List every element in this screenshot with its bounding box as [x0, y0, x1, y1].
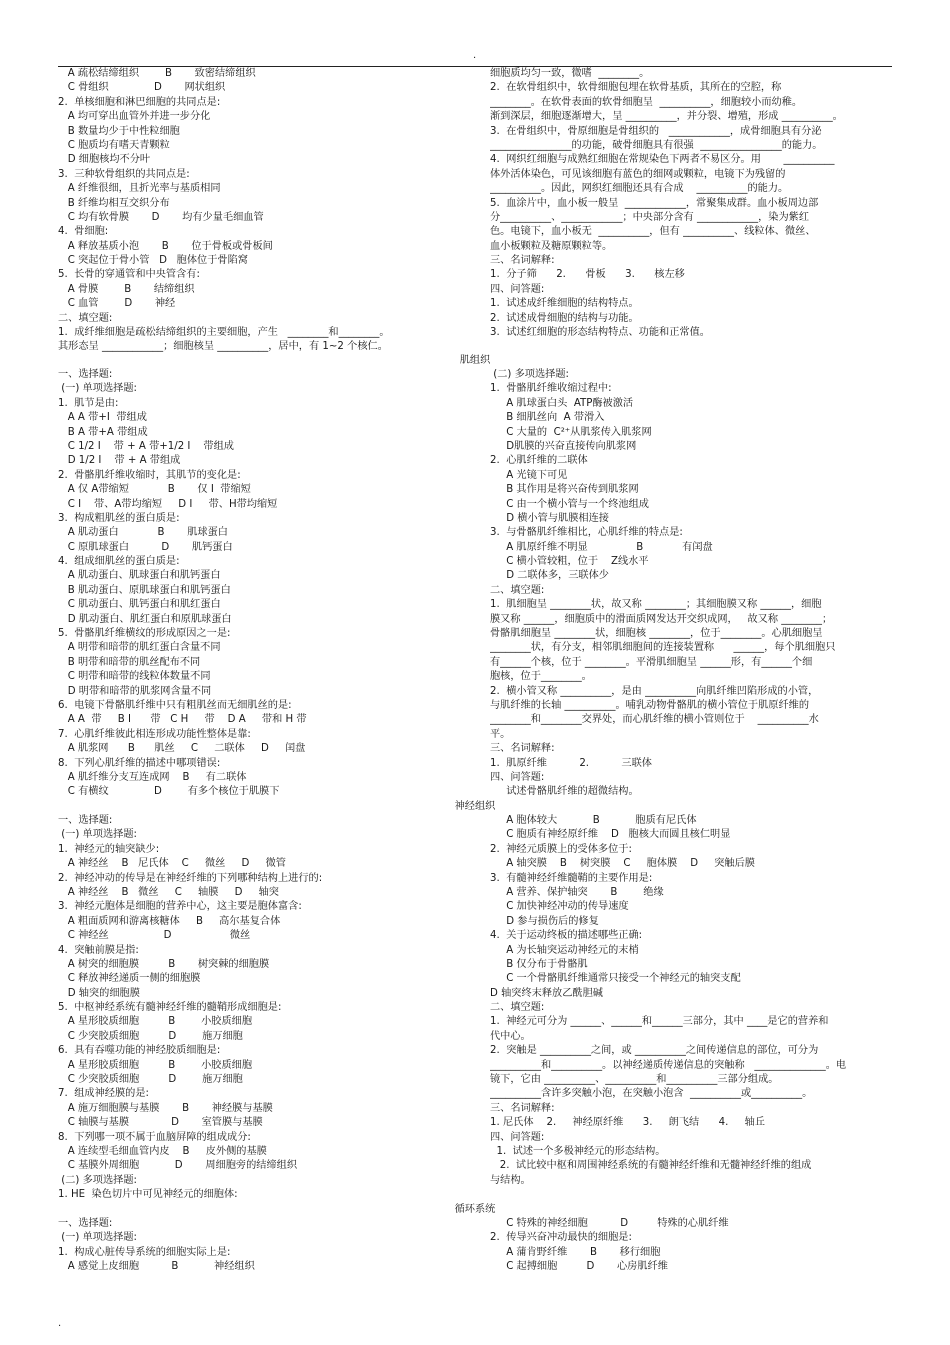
text-line: 1. 骨骼肌纤维收缩过程中: — [490, 383, 612, 395]
block3-right-column — [490, 814, 890, 1188]
text-line: A 明带和暗带的肌红蛋白含量不同 — [58, 642, 221, 654]
text-line: 其形态呈 ____________；细胞核呈 __________，居中，有 1~2 个核仁。 — [58, 341, 388, 353]
text-line: 1. 成纤维细胞是疏松结缔组织的主要细胞，产生 ________和________。 — [58, 327, 390, 339]
text-line: C 特殊的神经细胞 D 特殊的心肌纤维 — [490, 1218, 729, 1229]
text-line: A 胞体较大 B 胞质有尼氏体 — [490, 815, 697, 826]
text-line: A 骨膜 B 结缔组织 — [58, 283, 195, 295]
text-line: 1. 分子筛 2. 骨板 3. 核左移 — [490, 269, 685, 281]
text-line: 2. 单核细胞和淋巴细胞的共同点是: — [58, 96, 221, 108]
text-line: 二、填空题: — [490, 1002, 545, 1014]
text-line: 平。 — [490, 728, 511, 740]
header-mark: . — [473, 50, 477, 61]
text-line: 胞核，位于________。 — [490, 671, 592, 683]
text-line: A 星形胶质细胞 B 小胶质细胞 — [58, 1016, 253, 1028]
text-line: B A 带+A 带组成 — [58, 426, 148, 438]
text-line: 5. 血涂片中，血小板一般呈 ____________，常聚集成群。血小板周边部 — [490, 197, 819, 209]
text-line: C 骨组织 D 网状组织 — [58, 82, 226, 94]
text-line: 2. 神经冲动的传导是在神经纤维的下列哪种结构上进行的: — [58, 872, 323, 884]
text-line: (二) 多项选择题: — [490, 369, 569, 380]
text-line: A 肌球蛋白头 ATP酶被激活 — [490, 397, 634, 409]
text-line: 骨骼肌细胞呈 ________状，细胞核 ________，位于________。心肌细胞呈 — [490, 628, 823, 640]
text-line: 3. 试述红细胞的形态结构特点、功能和正常值。 — [490, 327, 710, 339]
text-line: C 胞质均有嗜天青颗粒 — [58, 139, 170, 151]
text-line: ________和________交界处，而心肌纤维的横小管则位于 __________水 — [490, 714, 819, 726]
text-line: 1. 神经元的轴突缺少: — [58, 843, 160, 855]
text-line: C 基膜外周细胞 D 周细胞旁的结缔组织 — [58, 1160, 298, 1172]
text-line: 体外活体染色，可见该细胞有蓝色的细网或颗粒，电镜下为残留的 — [490, 168, 786, 180]
text-line: 与肌纤维的长轴 __________。哺乳动物骨骼肌的横小管位于肌原纤维的 — [490, 699, 810, 711]
text-line: 4. 组成细肌丝的蛋白质是: — [58, 556, 180, 568]
text-line: A 均可穿出血管外并进一步分化 — [58, 111, 211, 123]
block4-left-column — [58, 1217, 468, 1275]
text-line: A 肌动蛋白、肌球蛋白和肌钙蛋白 — [58, 570, 221, 582]
text-line: A 轴突膜 B 树突膜 C 胞体膜 D 突触后膜 — [490, 858, 755, 870]
text-line: 3. 构成粗肌丝的蛋白质是: — [58, 512, 180, 524]
text-line: D 细胞核均不分叶 — [58, 154, 151, 166]
text-line: 2. 骨骼肌纤维收缩时，其肌节的变化是: — [58, 469, 241, 481]
text-line: 5. 中枢神经系统有髓神经纤维的髓鞘形成细胞是: — [58, 1002, 282, 1014]
text-line: C 胞质有神经原纤维 D 胞核大而圆且核仁明显 — [490, 829, 731, 841]
text-line: 四、问答题: — [490, 771, 545, 783]
text-line: A 仅 A带缩短 B 仅 I 带缩短 — [58, 484, 251, 496]
text-line: D 横小管与肌膜相连接 — [490, 512, 609, 524]
text-line: C 血管 D 神经 — [58, 298, 176, 310]
text-line: A 肌原纤维不明显 B 有闰盘 — [490, 541, 713, 553]
text-line: C 神经丝 D 微丝 — [58, 930, 251, 942]
text-line: 2. 试述成骨细胞的结构与功能。 — [490, 312, 639, 324]
text-line: A 树突的细胞膜 B 树突棘的细胞膜 — [58, 958, 270, 970]
text-line: 二、填空题: — [490, 584, 545, 596]
text-line: 7. 心肌纤维彼此相连形成功能性整体是靠: — [58, 728, 251, 740]
text-line: 3. 与骨骼肌纤维相比，心肌纤维的特点是: — [490, 527, 683, 539]
section-title-circulatory: 循环系统 — [454, 1204, 496, 1215]
text-line: A A 带+I 带组成 — [58, 412, 147, 424]
text-line: 5. 骨骼肌纤维横纹的形成原因之一是: — [58, 628, 231, 640]
text-line: (一) 单项选择题: — [58, 1232, 137, 1244]
text-line: A 营养、保护轴突 B 绝缘 — [490, 886, 664, 898]
text-line: 色。电镜下，血小板无 __________，但有 __________、线粒体、微丝、 — [490, 226, 816, 238]
text-line: B 明带和暗带的肌丝配布不同 — [58, 656, 201, 668]
text-line: 膜又称 ______，细胞质中的滑面质网发达开交织成网， 故又称 ________； — [490, 613, 833, 625]
text-line: 3. 有髓神经纤维髓鞘的主要作用是: — [490, 872, 653, 884]
text-line: 2. 心肌纤维的二联体 — [490, 455, 588, 467]
text-line: (一) 单项选择题: — [58, 829, 137, 841]
text-line: 一、选择题: — [58, 815, 113, 826]
text-line: A 纤维很细，且折光率与基质相同 — [58, 183, 221, 195]
block4-right-column — [490, 1217, 890, 1275]
text-line: 1. 试述成纤维细胞的结构特点。 — [490, 298, 639, 310]
text-line: 四、问答题: — [490, 1131, 545, 1143]
section-title-muscle: 肌组织 — [459, 355, 491, 366]
block2-left-column — [58, 368, 468, 800]
text-line: C 大量的 C²⁺从肌浆传入肌浆网 — [490, 426, 652, 438]
text-line: C 均有软骨膜 D 均有少量毛细血管 — [58, 211, 264, 223]
text-line: 三、名词解释: — [490, 1102, 555, 1114]
text-line: C 少突胶质细胞 D 施万细胞 — [58, 1030, 243, 1042]
text-line: 1. 神经元可分为 ______、______和______三部分，其中 ____是它的营养和 — [490, 1016, 829, 1028]
text-line: 3. 在骨组织中，骨原细胞是骨组织的 ____________，成骨细胞具有分泌 — [490, 125, 822, 137]
text-line: B 细肌丝向 A 带滑入 — [490, 412, 605, 424]
text-line: A 肌纤维分支互连成网 B 有二联体 — [58, 771, 247, 783]
text-line: 一、选择题: — [58, 1218, 113, 1229]
text-line: C 一个骨骼肌纤维通常只接受一个神经元的轴突支配 — [490, 973, 741, 985]
text-line: 6. 电镜下骨骼肌纤维中只有粗肌丝而无细肌丝的是: — [58, 699, 292, 711]
text-line: 2. 试比较中枢和周围神经系统的有髓神经纤维和无髓神经纤维的组成 — [490, 1160, 812, 1172]
text-line: __________和__________。以神经递质传递信息的突触称 ______________。电 — [490, 1059, 847, 1071]
text-line: 4. 骨细胞: — [58, 226, 109, 238]
text-line: A 疏松结缔组织 B 致密结缔组织 — [58, 68, 256, 79]
text-line: 细胞质均匀一致，微嗜 ________。 — [490, 68, 650, 79]
text-line: 6. 具有吞噬功能的神经胶质细胞是: — [58, 1045, 221, 1057]
text-line: A 粗面质网和游离核糖体 B 高尔基复合体 — [58, 915, 281, 927]
text-line: 1. 肌节是由: — [58, 397, 119, 409]
block3-left-column — [58, 814, 468, 1203]
text-line: D 参与损伤后的修复 — [490, 915, 599, 927]
text-line: 分__________、____________；中央部分含有 ____________，染为紫红 — [490, 211, 810, 223]
text-line: ________。在软骨表面的软骨细胞呈 __________，细胞较小而幼稚。 — [490, 96, 803, 108]
text-line: 4. 网织红细胞与成熟红细胞在常规染色下两者不易区分。用 __________ — [490, 154, 835, 166]
text-line: 血小板颗粒及糖原颗粒等。 — [490, 240, 613, 252]
text-line: D肌膜的兴奋直接传向肌浆网 — [490, 440, 637, 452]
block1-right-column — [490, 67, 890, 340]
text-line: B 仅分布于骨骼肌 — [490, 958, 588, 970]
text-line: D 轴突的细胞膜 — [58, 987, 140, 999]
text-line: 1. 构成心脏传导系统的细胞实际上是: — [58, 1246, 231, 1258]
text-line: 3. 三种软骨组织的共同点是: — [58, 168, 190, 180]
text-line: A 施万细胞膜与基膜 B 神经膜与基膜 — [58, 1102, 273, 1114]
text-line: __________。因此，网织红细胞还具有合成 __________的能力。 — [490, 183, 789, 195]
text-line: 4. 突触前膜是指: — [58, 944, 139, 956]
block1-left-column — [58, 67, 468, 355]
text-line: B 数量均少于中性粒细胞 — [58, 125, 180, 137]
text-line: C 明带和暗带的线粒体数量不同 — [58, 671, 211, 683]
text-line: C 肌动蛋白、肌钙蛋白和肌红蛋白 — [58, 599, 221, 611]
text-line: C 原肌球蛋白 D 肌钙蛋白 — [58, 541, 233, 553]
text-line: 四、问答题: — [490, 283, 545, 295]
text-line: D 肌动蛋白、肌红蛋白和原肌球蛋白 — [58, 613, 232, 625]
text-line: 1. HE 染色切片中可见神经元的细胞体: — [58, 1189, 238, 1201]
footer-mark: . — [58, 1318, 62, 1329]
text-line: C 起搏细胞 D 心房肌纤维 — [490, 1261, 668, 1273]
text-line: B 纤维均相互交织分布 — [58, 197, 170, 209]
text-line: ________________的功能，破骨细胞具有很强 ________________的能力。 — [490, 139, 823, 151]
text-line: 3. 神经元胞体是细胞的营养中心，这主要是胞体富含: — [58, 901, 302, 913]
text-line: C 由一个横小管与一个终池组成 — [490, 498, 649, 510]
text-line: B 其作用是将兴奋传到肌浆网 — [490, 484, 639, 496]
text-line: A 蒲肯野纤维 B 移行细胞 — [490, 1246, 661, 1258]
text-line: 镜下，它由 __________、__________和__________三部分组成。 — [490, 1074, 779, 1086]
text-line: A 释放基质小泡 B 位于骨板或骨板间 — [58, 240, 273, 252]
text-line: D 1/2 I 带 + A 带组成 — [58, 455, 181, 467]
text-line: 三、名词解释: — [490, 255, 555, 267]
text-line: C I 带、A带均缩短 D I 带、H带均缩短 — [58, 498, 278, 510]
text-line: A 连续型毛细血管内皮 B 皮外侧的基膜 — [58, 1145, 267, 1157]
text-line: C 轴膜与基膜 D 室管膜与基膜 — [58, 1117, 263, 1129]
text-line: 1. 尼氏体 2. 神经原纤维 3. 朗飞结 4. 轴丘 — [490, 1117, 765, 1129]
text-line: C 横小管较粗，位于 Z线水平 — [490, 556, 649, 568]
text-line: (一) 单项选择题: — [58, 383, 137, 395]
text-line: 二、填空题: — [58, 312, 113, 324]
text-line: C 1/2 I 带 + A 带+1/2 I 带组成 — [58, 440, 234, 452]
text-line: 7. 组成神经膜的是: — [58, 1088, 149, 1100]
text-line: 1. 肌细胞呈 ________状，故又称 ________；其细胞膜又称 ______，细胞 — [490, 599, 822, 611]
text-line: ________状，有分支，相邻肌细胞间的连接装置称 ______，每个肌细胞只 — [490, 642, 836, 654]
text-line: 2. 传导兴奋冲动最快的细胞是: — [490, 1232, 632, 1244]
section-title-nerve: 神经组织 — [454, 801, 496, 812]
text-line: 8. 下列心肌纤维的描述中哪项错误: — [58, 757, 221, 769]
text-line: 4. 关于运动终板的描述哪些正确: — [490, 930, 643, 942]
text-line: D 轴突终末释放乙酰胆碱 — [490, 987, 603, 999]
text-line: 8. 下列哪一项不属于血脑屏障的组成成分: — [58, 1131, 251, 1143]
text-line: C 释放神经递质一侧的细胞膜 — [58, 973, 201, 985]
text-line: 试述骨骼肌纤维的超微结构。 — [490, 786, 639, 798]
text-line: 2. 突触是 __________之间，或 __________之间传递信息的部位，可分为 — [490, 1045, 819, 1057]
text-line: A 星形胶质细胞 B 小胶质细胞 — [58, 1059, 253, 1071]
text-line: 2. 横小管又称 __________，是由 __________向肌纤维凹陷形成的小管， — [490, 685, 819, 697]
text-line: C 加快神经冲动的传导速度 — [490, 901, 629, 913]
text-line: B 肌动蛋白、原肌球蛋白和肌钙蛋白 — [58, 584, 231, 596]
text-line: (二) 多项选择题: — [58, 1174, 137, 1186]
text-line: A 神经丝 B 微丝 C 轴膜 D 轴突 — [58, 886, 279, 898]
text-line: __________含许多突触小泡，在突触小泡含 __________或__________。 — [490, 1088, 813, 1100]
text-line: A 神经丝 B 尼氏体 C 微丝 D 微管 — [58, 858, 286, 870]
text-line: 1. 肌原纤维 2. 三联体 — [490, 757, 652, 769]
text-line: C 有横纹 D 有多个核位于肌膜下 — [58, 786, 280, 798]
text-line: A 肌动蛋白 B 肌球蛋白 — [58, 527, 228, 539]
text-line: D 二联体多，三联体少 — [490, 570, 609, 582]
text-line: A A 带 B I 带 C H 带 D A 带和 H 带 — [58, 714, 307, 726]
text-line: A 肌浆网 B 肌丝 C 二联体 D 闰盘 — [58, 743, 306, 755]
text-line: 代中心。 — [490, 1030, 531, 1042]
text-line: A 为长轴突运动神经元的末梢 — [490, 944, 639, 956]
text-line: 1. 试述一个多极神经元的形态结构。 — [490, 1145, 666, 1157]
text-line: A 感觉上皮细胞 B 神经组织 — [58, 1261, 255, 1273]
text-line: C 少突胶质细胞 D 施万细胞 — [58, 1074, 243, 1086]
text-line: D 明带和暗带的肌浆网含量不同 — [58, 685, 212, 697]
text-line: 三、名词解释: — [490, 743, 555, 755]
text-line: A 光镜下可见 — [490, 469, 568, 481]
block2-right-column — [490, 368, 890, 800]
text-line: 2. 在软骨组织中，软骨细胞包埋在软骨基质，其所在的空腔，称 — [490, 82, 782, 94]
text-line: 一、选择题: — [58, 369, 113, 380]
text-line: C 突起位于骨小管 D 胞体位于骨陷窝 — [58, 255, 248, 267]
text-line: 2. 神经元质膜上的受体多位于: — [490, 843, 632, 855]
text-line: 5. 长骨的穿通管和中央管含有: — [58, 269, 200, 281]
text-line: 渐到深层，细胞逐渐增大，呈 __________，并分裂、增殖，形成 __________。 — [490, 111, 843, 123]
text-line: 与结构。 — [490, 1174, 531, 1186]
text-line: 有______个核，位于 ________。平滑肌细胞呈 ______形，有______个细 — [490, 656, 813, 668]
